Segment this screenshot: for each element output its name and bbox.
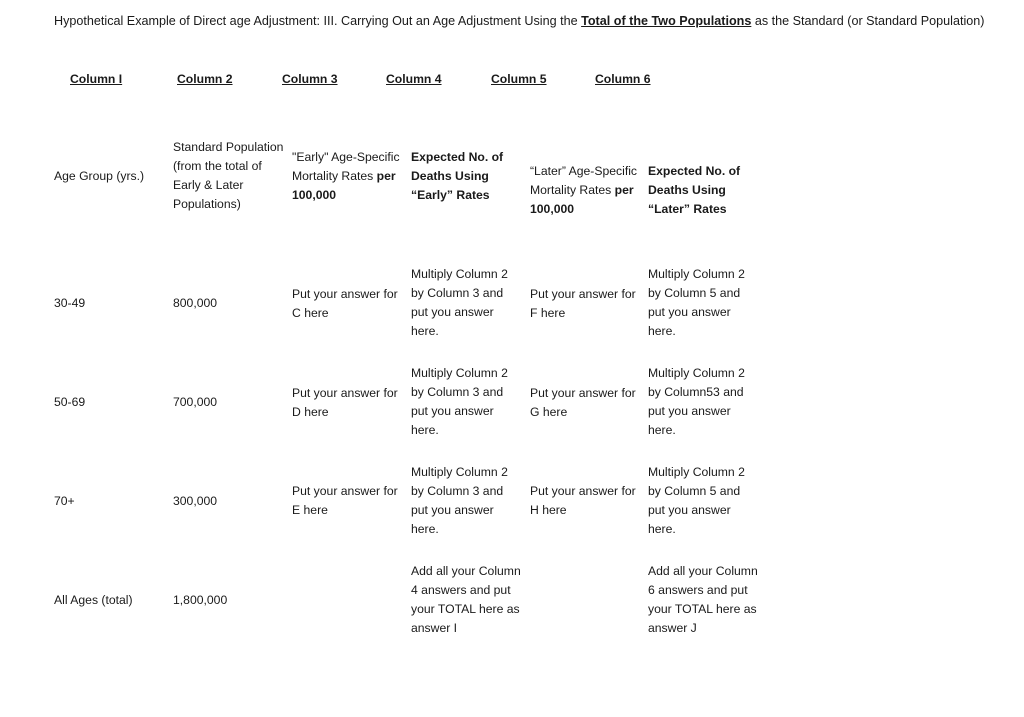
row-1-age: 30-49 [54, 296, 86, 310]
column-2-heading: Column 2 [177, 72, 233, 86]
column-6-heading: Column 6 [595, 72, 651, 86]
row-3-early-rate: Put your answer for E here [292, 484, 398, 517]
row-3-population: 300,000 [173, 494, 218, 508]
column-1-heading: Column I [70, 72, 123, 86]
row-2-age: 50-69 [54, 395, 86, 409]
row-2-later-rate: Put your answer for G here [530, 386, 636, 419]
row-3-age: 70+ [54, 494, 75, 508]
column-5-heading: Column 5 [491, 72, 547, 86]
header-standard-population: Standard Population (from the total of Early & Later Populations) [173, 140, 284, 211]
total-age: All Ages (total) [54, 593, 133, 607]
row-1-early-rate: Put your answer for C here [292, 287, 398, 320]
header-later-rates [530, 162, 648, 219]
row-2-expected-later: Multiply Column 2 by Column53 and put you answer here. [648, 366, 745, 437]
header-later-rates-per: per [614, 183, 634, 197]
row-1-later-rate: Put your answer for F here [530, 287, 636, 320]
row-1-population: 800,000 [173, 296, 218, 310]
row-1-expected-later: Multiply Column 2 by Column 5 and put you answer here. [648, 267, 745, 338]
header-later-rates-text: “Later” Age-Specific Mortality Rates [530, 164, 638, 197]
column-3-heading: Column 3 [282, 72, 338, 86]
row-3-expected-early: Multiply Column 2 by Column 3 and put you answer here. [411, 465, 508, 536]
total-population: 1,800,000 [173, 593, 228, 607]
page-title [54, 14, 1014, 28]
total-expected-early: Add all your Column 4 answers and put your TOTAL here as answer I [411, 564, 521, 635]
title-prefix: Hypothetical Example of Direct age Adjustment: III. Carrying Out an Age Adjustment Using the [54, 14, 582, 28]
header-early-rates-unit: 100,000 [292, 188, 337, 202]
title-suffix: as the Standard (or Standard Population) [751, 14, 985, 28]
header-age-group: Age Group (yrs.) [54, 169, 145, 183]
header-expected-early: Expected No. of Deaths Using “Early” Rates [411, 150, 504, 202]
header-early-rates-text: "Early" Age-Specific Mortality Rates [292, 150, 400, 183]
row-2-expected-early: Multiply Column 2 by Column 3 and put you answer here. [411, 366, 508, 437]
header-early-rates-per: per [376, 169, 396, 183]
header-early-rates [292, 148, 410, 205]
row-1-expected-early: Multiply Column 2 by Column 3 and put you answer here. [411, 267, 508, 338]
header-expected-later: Expected No. of Deaths Using “Later” Rates [648, 164, 741, 216]
row-2-population: 700,000 [173, 395, 218, 409]
column-4-heading: Column 4 [386, 72, 442, 86]
total-expected-later: Add all your Column 6 answers and put your TOTAL here as answer J [648, 564, 758, 635]
row-3-later-rate: Put your answer for H here [530, 484, 636, 517]
row-3-expected-later: Multiply Column 2 by Column 5 and put you answer here. [648, 465, 745, 536]
title-emphasis: Total of the Two Populations [581, 14, 752, 28]
header-later-rates-unit: 100,000 [530, 202, 575, 216]
row-2-early-rate: Put your answer for D here [292, 386, 398, 419]
